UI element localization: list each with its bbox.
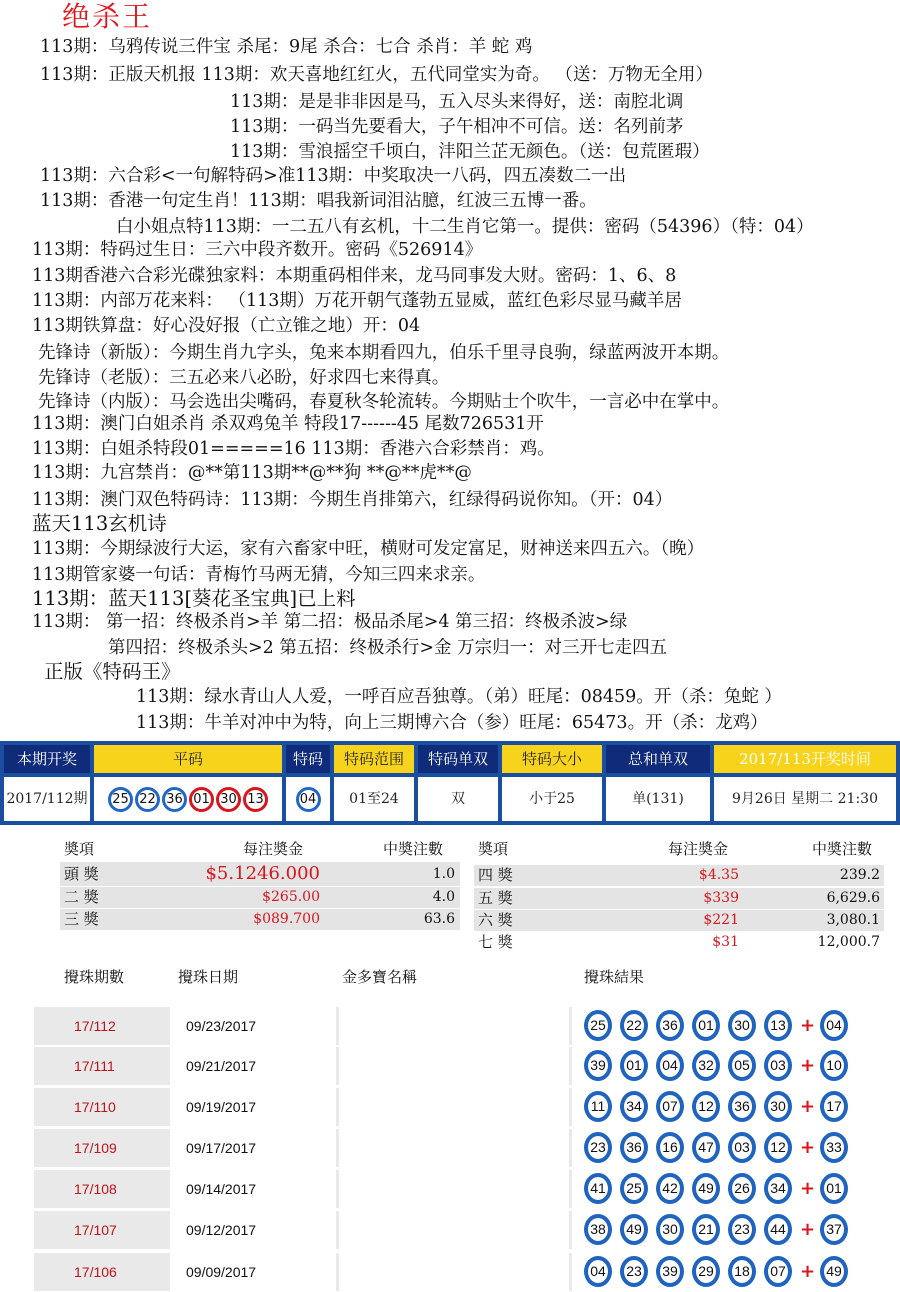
prize-row (60, 862, 460, 886)
prize-amount: $5.1246.000 (205, 863, 320, 884)
history-name (339, 1129, 569, 1167)
history-balls (584, 1132, 848, 1163)
result-ball: 23 (620, 1256, 648, 1287)
history-balls (584, 1091, 848, 1122)
prize-amount: $4.35 (698, 867, 739, 883)
plus-sign: + (800, 1055, 816, 1076)
result-ball: 11 (584, 1091, 612, 1122)
prize-header-count-2: 中奬注數 (812, 840, 873, 858)
result-ball: 25 (620, 1173, 648, 1204)
history-row (34, 1129, 884, 1167)
history-period: 17/111 (74, 1058, 115, 1074)
result-special-ball: 49 (820, 1256, 848, 1287)
result-ball: 30 (764, 1091, 792, 1122)
history-balls (584, 1010, 848, 1041)
history-name (339, 1047, 569, 1085)
history-date: 09/12/2017 (170, 1211, 336, 1249)
result-ball: 41 (584, 1173, 612, 1204)
prediction-line: 113期：雪浪摇空千顷白，沣阳兰芷无颜色。（送：包荒匿瑕） (230, 142, 710, 162)
result-ball: 23 (584, 1132, 612, 1163)
prize-amount: $339 (703, 890, 739, 906)
number-ball: 22 (135, 787, 160, 812)
result-ball: 39 (656, 1256, 684, 1287)
number-ball: 01 (189, 787, 214, 812)
result-ball: 30 (728, 1010, 756, 1041)
prediction-line: 113期： 第一招：终极杀肖>羊 第二招：极品杀尾>4 第三招：终极杀波>绿 (32, 612, 628, 632)
result-ball: 16 (656, 1132, 684, 1163)
history-name (339, 1088, 569, 1126)
prediction-line: 113期香港六合彩光碟独家料：本期重码相伴来，龙马同事发大财。密码：1、6、8 (32, 266, 677, 286)
history-row (34, 1047, 884, 1085)
plus-sign: + (800, 1178, 816, 1199)
prediction-line: 113期：澳门白姐杀肖 杀双鸡兔羊 特段17------45 尾数726531开 (32, 414, 544, 434)
result-ball: 12 (764, 1132, 792, 1163)
result-ball: 30 (656, 1214, 684, 1245)
history-row (34, 1170, 884, 1208)
number-ball: 36 (162, 787, 187, 812)
result-ball: 22 (620, 1010, 648, 1041)
history-header-period: 攪珠期數 (64, 968, 125, 986)
prize-header-amount-2: 每注奬金 (668, 840, 729, 858)
prediction-line: 113期：蓝天113[葵花圣宝典]已上料 (32, 587, 356, 610)
prediction-line: 113期：白姐杀特段01=====16 113期：香港六合彩禁肖：鸡。 (32, 439, 555, 459)
history-header-name: 金多寶名稱 (342, 968, 418, 986)
result-ball: 03 (764, 1050, 792, 1081)
history-row (34, 1253, 884, 1291)
prediction-line: 113期：正版天机报 113期：欢天喜地红红火，五代同堂实为奇。 （送：万物无全用） (40, 65, 713, 85)
prize-winner-count: 6,629.6 (826, 890, 880, 906)
result-ball: 23 (728, 1214, 756, 1245)
prize-winner-count: 3,080.1 (826, 912, 880, 928)
result-ball: 03 (728, 1132, 756, 1163)
prediction-line: 先锋诗（老版）：三五必来八必盼，好求四七来得真。 (38, 368, 450, 388)
normal-balls-cell (94, 777, 282, 821)
number-ball: 13 (243, 787, 268, 812)
result-ball: 26 (728, 1173, 756, 1204)
draw-period: 2017/112期 (4, 777, 90, 821)
result-ball: 49 (620, 1214, 648, 1245)
result-special-ball: 37 (820, 1214, 848, 1245)
result-ball: 18 (728, 1256, 756, 1287)
history-date: 09/09/2017 (170, 1253, 336, 1291)
prize-amount: $31 (712, 934, 739, 950)
prediction-line: 正版《特码王》 (44, 660, 181, 683)
history-balls (584, 1173, 848, 1204)
special-range: 01至24 (334, 777, 414, 821)
result-ball: 05 (728, 1050, 756, 1081)
plus-sign: + (800, 1096, 816, 1117)
history-name (339, 1170, 569, 1208)
sum-odd-even: 单(131) (606, 777, 710, 821)
prize-header-amount: 每注奬金 (243, 840, 304, 858)
result-ball: 34 (764, 1173, 792, 1204)
header-special-size: 特码大小 (502, 745, 602, 773)
result-ball: 04 (656, 1050, 684, 1081)
header-next-draw-time: 2017/113开奖时间 (714, 745, 896, 773)
special-ball-cell (286, 777, 330, 821)
prediction-line: 先锋诗（新版）：今期生肖九字头，兔来本期看四九，伯乐千里寻良驹，绿蓝两波开本期。 (38, 343, 730, 363)
prediction-line: 113期：今期绿波行大运，家有六畜家中旺，横财可发定富足，财神送来四五六。（晚） (32, 539, 705, 559)
result-ball: 01 (692, 1010, 720, 1041)
prediction-line: 113期：特码过生日：三六中段齐数开。密码《526914》 (32, 240, 483, 260)
result-special-ball: 17 (820, 1091, 848, 1122)
prediction-line: 113期：香港一句定生肖！113期：唱我新词泪沾臆，红波三五博一番。 (40, 191, 597, 211)
result-ball: 32 (692, 1050, 720, 1081)
result-special-ball: 33 (820, 1132, 848, 1163)
history-period: 17/112 (74, 1018, 116, 1034)
prediction-line: 113期：牛羊对冲中为特，向上三期博六合（参）旺尾：65473。开（杀：龙鸡） (136, 713, 768, 733)
history-date: 09/23/2017 (170, 1007, 336, 1045)
prize-row (474, 932, 884, 953)
header-special-range: 特码范围 (334, 745, 414, 773)
result-ball: 01 (620, 1050, 648, 1081)
prediction-line: 113期：澳门双色特码诗：113期：今期生肖排第六，红绿得码说你知。（开：04） (32, 490, 673, 510)
prize-row (474, 865, 884, 886)
prize-row (474, 910, 884, 931)
result-ball: 07 (656, 1091, 684, 1122)
plus-sign: + (800, 1015, 816, 1036)
prize-amount: $089.700 (253, 911, 320, 927)
history-date: 09/21/2017 (170, 1047, 336, 1085)
result-ball: 34 (620, 1091, 648, 1122)
prize-winner-count: 4.0 (432, 889, 455, 905)
history-row (34, 1007, 884, 1045)
history-date: 09/17/2017 (170, 1129, 336, 1167)
history-header-result: 攪珠結果 (584, 968, 645, 986)
prize-row (60, 887, 460, 908)
special-ball (286, 777, 330, 821)
result-ball: 13 (764, 1010, 792, 1041)
prize-winner-count: 239.2 (839, 867, 880, 883)
history-row (34, 1088, 884, 1126)
prize-name: 二 獎 (64, 888, 99, 906)
result-special-ball: 01 (820, 1173, 848, 1204)
result-ball: 49 (692, 1173, 720, 1204)
result-ball: 25 (584, 1010, 612, 1041)
header-sum-odd-even: 总和单双 (606, 745, 710, 773)
prize-amount: $221 (703, 912, 739, 928)
result-ball: 39 (584, 1050, 612, 1081)
history-period: 17/108 (74, 1181, 117, 1197)
result-ball: 12 (692, 1091, 720, 1122)
result-ball: 04 (584, 1256, 612, 1287)
prize-name: 六 獎 (478, 911, 513, 929)
prize-amount: $265.00 (262, 889, 320, 905)
prize-header-name: 奬項 (64, 840, 95, 858)
history-name (339, 1253, 569, 1291)
history-period: 17/109 (74, 1140, 117, 1156)
plus-sign: + (800, 1261, 816, 1282)
result-ball: 36 (728, 1091, 756, 1122)
history-period: 17/106 (74, 1264, 117, 1280)
history-header-date: 攪珠日期 (178, 968, 239, 986)
prediction-line: 113期：乌鸦传说三件宝 杀尾：9尾 杀合：七合 杀肖：羊 蛇 鸡 (40, 37, 533, 57)
next-draw-time: 9月26日 星期二 21:30 (714, 777, 896, 821)
prize-header-name-2: 奬項 (478, 840, 509, 858)
prediction-line: 113期：九宫禁肖：@**第113期**@**狗 **@**虎**@ (32, 463, 472, 483)
plus-sign: + (800, 1137, 816, 1158)
prediction-line: 113期管家婆一句话：青梅竹马两无猜，今知三四来求亲。 (32, 565, 486, 585)
prize-name: 三 獎 (64, 910, 99, 928)
prediction-line: 113期：一码当先要看大，子午相冲不可信。送：名列前茅 (230, 117, 684, 137)
header-normal-numbers: 平码 (94, 745, 282, 773)
history-name (339, 1211, 569, 1249)
prize-winner-count: 12,000.7 (817, 934, 880, 950)
result-ball: 47 (692, 1132, 720, 1163)
prediction-line: 先锋诗（内版）：马会选出尖嘴码，春夏秋冬轮流转。今期贴士个吹牛，一言必中在掌中。 (38, 392, 730, 412)
result-ball: 36 (620, 1132, 648, 1163)
history-date: 09/14/2017 (170, 1170, 336, 1208)
history-period: 17/110 (74, 1099, 116, 1115)
result-ball: 44 (764, 1214, 792, 1245)
prediction-line: 113期：绿水青山人人爱，一呼百应吾独尊。（弟）旺尾：08459。开（杀：兔蛇 ） (136, 687, 782, 707)
special-odd-even: 双 (418, 777, 498, 821)
prize-name: 四 獎 (478, 866, 513, 884)
plus-sign: + (800, 1219, 816, 1240)
history-balls (584, 1256, 848, 1287)
result-ball: 07 (764, 1256, 792, 1287)
prediction-line: 113期：是是非非因是马，五入尽头来得好，送：南腔北调 (230, 92, 684, 112)
history-date: 09/19/2017 (170, 1088, 336, 1126)
header-special-odd-even: 特码单双 (418, 745, 498, 773)
prediction-line: 113期：内部万花来料： （113期）万花开朝气蓬勃五显威，蓝红色彩尽显马藏羊居 (32, 291, 682, 311)
number-ball: 30 (216, 787, 241, 812)
prediction-line: 蓝天113玄机诗 (32, 512, 167, 535)
history-balls (584, 1214, 848, 1245)
prediction-line: 白小姐点特113期：一二五八有玄机，十二生肖它第一。提供：密码（54396）（特：04） (116, 217, 814, 237)
result-ball: 36 (656, 1010, 684, 1041)
prediction-line: 113期：六合彩<一句解特码>准113期：中奖取决一八码，四五凑数二一出 (40, 166, 627, 186)
prize-winner-count: 63.6 (423, 911, 455, 927)
history-row (34, 1211, 884, 1249)
result-ball: 21 (692, 1214, 720, 1245)
page-title: 绝杀王 (62, 0, 153, 33)
number-ball: 25 (108, 787, 133, 812)
history-balls (584, 1050, 848, 1081)
special-number-ball: 04 (296, 787, 321, 812)
prize-row (60, 909, 460, 930)
header-current-draw: 本期开奖 (4, 745, 90, 773)
special-size: 小于25 (502, 777, 602, 821)
result-ball: 29 (692, 1256, 720, 1287)
prize-header-count: 中奬注數 (383, 840, 444, 858)
result-ball: 38 (584, 1214, 612, 1245)
result-special-ball: 04 (820, 1010, 848, 1041)
result-ball: 42 (656, 1173, 684, 1204)
prize-row (474, 888, 884, 909)
prize-name: 五 獎 (478, 889, 513, 907)
history-name (339, 1007, 569, 1045)
draw-result-table (0, 741, 900, 825)
history-period: 17/107 (74, 1222, 117, 1238)
header-special-number: 特码 (286, 745, 330, 773)
normal-balls (94, 777, 282, 821)
prize-name: 頭 獎 (64, 865, 99, 883)
prediction-line: 第四招：终极杀头>2 第五招：终极杀行>金 万宗归一：对三开七走四五 (108, 638, 668, 658)
prediction-line: 113期铁算盘：好心没好报（亡立锥之地）开：04 (32, 316, 421, 336)
result-special-ball: 10 (820, 1050, 848, 1081)
prize-winner-count: 1.0 (432, 866, 455, 882)
prize-name: 七 獎 (478, 933, 513, 951)
